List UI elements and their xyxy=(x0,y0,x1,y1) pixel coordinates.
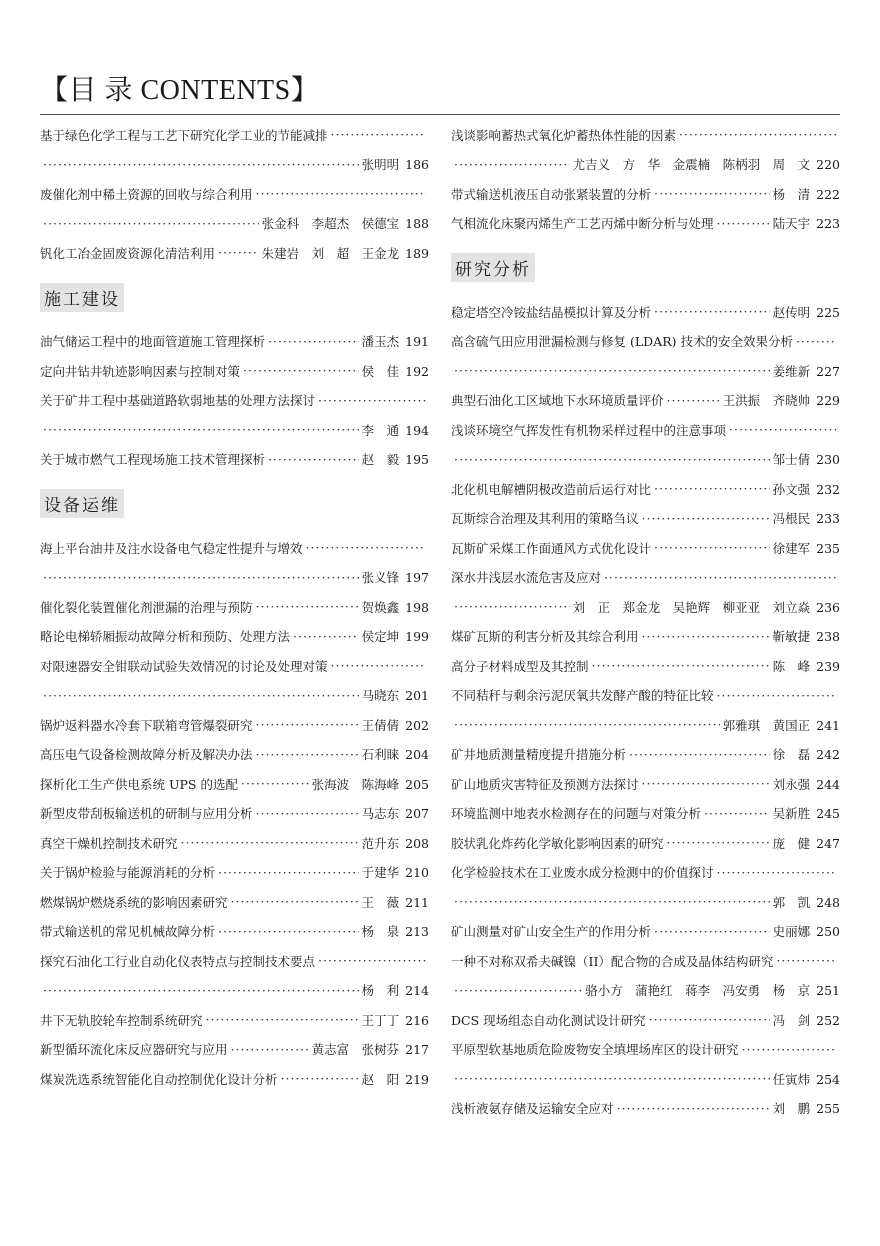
toc-entry-title: 一种不对称双希夫碱镍（II）配合物的合成及晶体结构研究 xyxy=(451,953,774,969)
toc-entry-title: 废催化剂中稀土资源的回收与综合利用 xyxy=(40,186,253,202)
toc-entry-author-page: 马志东 207 xyxy=(361,806,429,822)
toc-entry-author-page: 范升东 208 xyxy=(361,835,429,851)
leader-dots xyxy=(43,157,359,172)
toc-entry-author-page: 张金科 李超杰 侯德宝 188 xyxy=(261,216,429,232)
toc-entry-title: 矿山测量对矿山安全生产的作用分析 xyxy=(451,924,652,940)
toc-entry-line[interactable] xyxy=(451,769,840,799)
leader-dots xyxy=(268,334,359,349)
toc-entry-title: 基于绿色化学工程与工艺下研究化学工业的节能减排 xyxy=(40,127,328,143)
toc-entry-title: 钒化工冶金固废资源化清洁利用 xyxy=(40,245,216,261)
toc-entry-author-page: 黄志富 张树芬 217 xyxy=(311,1042,429,1058)
toc-entry-title: DCS 现场组态自动化测试设计研究 xyxy=(451,1012,646,1028)
toc-entry-author-page: 徐建军 235 xyxy=(772,540,840,556)
toc-entry-line[interactable] xyxy=(40,386,429,416)
toc-entry-line[interactable] xyxy=(451,858,840,888)
toc-entry-title: 探究石油化工行业自动化仪表特点与控制技术要点 xyxy=(40,953,316,969)
toc-entry-title: 锅炉返料器水冷套下联箱弯管爆裂研究 xyxy=(40,717,253,733)
toc-entry-author-page: 姜维新 227 xyxy=(772,363,840,379)
toc-entry-author-page: 刘 鹏 255 xyxy=(772,1101,840,1117)
leader-dots xyxy=(617,1101,770,1116)
toc-entry-line[interactable] xyxy=(40,563,429,593)
toc-column-right xyxy=(451,120,840,1123)
toc-column-left xyxy=(40,120,429,1094)
leader-dots xyxy=(592,658,770,673)
toc-entry-line[interactable] xyxy=(451,976,840,1006)
toc-entry-title: 关于矿井工程中基础道路软弱地基的处理方法探讨 xyxy=(40,393,316,409)
leader-dots xyxy=(454,894,770,909)
leader-dots xyxy=(667,393,720,408)
leader-dots xyxy=(717,865,837,880)
toc-entry-line[interactable] xyxy=(451,651,840,681)
toc-entry-title: 北化机电解槽阴极改造前后运行对比 xyxy=(451,481,652,497)
leader-dots xyxy=(454,452,770,467)
toc-entry-author-page: 赵传明 225 xyxy=(772,304,840,320)
toc-entry-line[interactable] xyxy=(451,917,840,947)
leader-dots xyxy=(654,481,770,496)
toc-entry-line[interactable] xyxy=(451,1035,840,1065)
leader-dots xyxy=(654,186,770,201)
toc-entry-author-page: 王丁丁 216 xyxy=(361,1012,429,1028)
toc-entry-title: 不同秸秆与剩余污泥厌氧共发酵产酸的特征比较 xyxy=(451,688,714,704)
toc-entry-author-page: 郭雅琪 黄国正 241 xyxy=(722,717,840,733)
toc-entry-line[interactable] xyxy=(451,474,840,504)
leader-dots xyxy=(331,658,426,673)
toc-entry-line[interactable] xyxy=(40,209,429,239)
section-title: 施工建设 xyxy=(40,283,124,312)
toc-entry-author-page: 刘永强 244 xyxy=(772,776,840,792)
leader-dots xyxy=(629,747,770,762)
toc-entry-line[interactable] xyxy=(40,710,429,740)
toc-entry-title: 化学检验技术在工业废水成分检测中的价值探讨 xyxy=(451,865,714,881)
toc-entry-author-page: 杨 清 222 xyxy=(772,186,840,202)
toc-entry-author-page: 张义锋 197 xyxy=(361,570,429,586)
leader-dots xyxy=(43,216,259,231)
toc-entry-author-page: 孙文强 232 xyxy=(772,481,840,497)
toc-entry-line[interactable] xyxy=(40,740,429,770)
toc-entry-title: 新型循环流化床反应器研究与应用 xyxy=(40,1042,228,1058)
leader-dots xyxy=(306,540,426,555)
toc-entry-line[interactable] xyxy=(40,828,429,858)
section-heading xyxy=(40,268,429,327)
toc-entry-line[interactable] xyxy=(40,622,429,652)
leader-dots xyxy=(454,983,582,998)
leader-dots xyxy=(293,629,359,644)
toc-entry-line[interactable] xyxy=(40,681,429,711)
leader-dots xyxy=(667,835,770,850)
toc-entry-author-page: 刘 正 郑金龙 吴艳辉 柳亚亚 刘立焱 236 xyxy=(572,599,840,615)
toc-entry-title: 新型皮带刮板输送机的研制与应用分析 xyxy=(40,806,253,822)
toc-entry-line[interactable] xyxy=(451,710,840,740)
leader-dots xyxy=(729,422,837,437)
leader-dots xyxy=(256,599,359,614)
toc-entry-line[interactable] xyxy=(451,799,840,829)
toc-entry-line[interactable] xyxy=(451,356,840,386)
leader-dots xyxy=(218,924,359,939)
toc-entry-line[interactable] xyxy=(451,946,840,976)
toc-entry-author-page: 骆小方 蒲艳红 蒋李 冯安勇 杨 京 251 xyxy=(585,983,840,999)
toc-entry-title: 平原型软基地质危险废物安全填埋场库区的设计研究 xyxy=(451,1042,739,1058)
toc-entry-title: 海上平台油井及注水设备电气稳定性提升与增效 xyxy=(40,540,303,556)
toc-entry-author-page: 于建华 210 xyxy=(361,865,429,881)
leader-dots xyxy=(281,1071,359,1086)
leader-dots xyxy=(268,452,359,467)
toc-entry-title: 高分子材料成型及其控制 xyxy=(451,658,589,674)
toc-entry-title: 定向井钻井轨迹影响因素与控制对策 xyxy=(40,363,241,379)
toc-entry-title: 矿井地质测量精度提升措施分析 xyxy=(451,747,627,763)
toc-entry-line[interactable] xyxy=(451,740,840,770)
toc-entry-title: 深水井浅层水流危害及应对 xyxy=(451,570,602,586)
toc-entry-author-page: 王倩倩 202 xyxy=(361,717,429,733)
toc-entry-line[interactable] xyxy=(40,179,429,209)
section-heading xyxy=(451,238,840,297)
leader-dots xyxy=(256,717,359,732)
leader-dots xyxy=(717,688,837,703)
toc-entry-title: 略论电梯轿厢振动故障分析和预防、处理方法 xyxy=(40,629,291,645)
leader-dots xyxy=(454,1071,770,1086)
leader-dots xyxy=(776,953,837,968)
toc-entry-author-page: 侯定坤 199 xyxy=(361,629,429,645)
toc-entry-line[interactable] xyxy=(451,209,840,239)
toc-entry-line[interactable] xyxy=(451,592,840,622)
toc-entry-author-page: 邹士倩 230 xyxy=(772,452,840,468)
toc-entry-author-page: 石利睐 204 xyxy=(361,747,429,763)
leader-dots xyxy=(454,363,770,378)
toc-entry-line[interactable] xyxy=(451,563,840,593)
toc-entry-author-page: 赵 毅 195 xyxy=(361,452,429,468)
leader-dots xyxy=(604,570,837,585)
leader-dots xyxy=(717,216,770,231)
leader-dots xyxy=(642,776,770,791)
leader-dots xyxy=(241,776,309,791)
toc-entry-line[interactable] xyxy=(451,828,840,858)
leader-dots xyxy=(642,511,770,526)
toc-entry-author-page: 马晓东 201 xyxy=(361,688,429,704)
toc-entry-author-page: 靳敏捷 238 xyxy=(772,629,840,645)
toc-entry-title: 矿山地质灾害特征及预测方法探讨 xyxy=(451,776,639,792)
toc-entry-line[interactable] xyxy=(40,415,429,445)
leader-dots xyxy=(231,894,359,909)
toc-entry-line[interactable] xyxy=(451,1005,840,1035)
leader-dots xyxy=(654,540,770,555)
toc-entry-line[interactable] xyxy=(40,445,429,475)
toc-entry-author-page: 赵 阳 219 xyxy=(361,1071,429,1087)
toc-entry-author-page: 冯根民 233 xyxy=(772,511,840,527)
toc-entry-author-page: 史丽娜 250 xyxy=(772,924,840,940)
toc-entry-author-page: 李 通 194 xyxy=(361,422,429,438)
toc-entry-line[interactable] xyxy=(40,1035,429,1065)
toc-entry-line[interactable] xyxy=(451,150,840,180)
toc-entry-line[interactable] xyxy=(40,651,429,681)
toc-entry-author-page: 王洪振 齐晓帅 229 xyxy=(722,393,840,409)
toc-entry-author-page: 杨 利 214 xyxy=(361,983,429,999)
toc-entry-title: 稳定塔空冷铵盐结晶模拟计算及分析 xyxy=(451,304,652,320)
leader-dots xyxy=(318,953,426,968)
toc-entry-line[interactable] xyxy=(40,976,429,1006)
toc-entry-title: 催化裂化装置催化剂泄漏的治理与预防 xyxy=(40,599,253,615)
leader-dots xyxy=(206,1012,359,1027)
toc-entry-author-page: 王 薇 211 xyxy=(361,894,429,910)
toc-entry-line[interactable] xyxy=(451,415,840,445)
leader-dots xyxy=(43,422,359,437)
toc-entry-author-page: 侯 佳 192 xyxy=(361,363,429,379)
leader-dots xyxy=(43,688,359,703)
leader-dots xyxy=(654,304,770,319)
leader-dots xyxy=(256,186,426,201)
toc-entry-title: 关于锅炉检验与能源消耗的分析 xyxy=(40,865,216,881)
toc-entry-title: 浅谈影响蓄热式氧化炉蓄热体性能的因素 xyxy=(451,127,677,143)
toc-entry-title: 燃煤锅炉燃烧系统的影响因素研究 xyxy=(40,894,228,910)
toc-entry-title: 高含硫气田应用泄漏检测与修复 (LDAR) 技术的安全效果分析 xyxy=(451,334,793,350)
toc-entry-author-page: 郭 凯 248 xyxy=(772,894,840,910)
toc-entry-author-page: 徐 磊 242 xyxy=(772,747,840,763)
toc-entry-title: 煤矿瓦斯的利害分析及其综合利用 xyxy=(451,629,639,645)
leader-dots xyxy=(181,835,359,850)
toc-entry-author-page: 潘玉杰 191 xyxy=(361,334,429,350)
toc-entry-author-page: 任寅炜 254 xyxy=(772,1071,840,1087)
toc-entry-line[interactable] xyxy=(40,327,429,357)
leader-dots xyxy=(218,245,259,260)
leader-dots xyxy=(654,924,770,939)
leader-dots xyxy=(454,157,570,172)
leader-dots xyxy=(218,865,359,880)
leader-dots xyxy=(243,363,359,378)
leader-dots xyxy=(454,599,570,614)
leader-dots xyxy=(649,1012,770,1027)
toc-entry-title: 瓦斯矿采煤工作面通风方式优化设计 xyxy=(451,540,652,556)
leader-dots xyxy=(331,127,426,142)
toc-entry-line[interactable] xyxy=(40,1005,429,1035)
leader-dots xyxy=(742,1042,837,1057)
toc-entry-title: 对限速器安全钳联动试验失效情况的讨论及处理对策 xyxy=(40,658,328,674)
toc-entry-line[interactable] xyxy=(451,504,840,534)
toc-entry-author-page: 陆天宇 223 xyxy=(772,216,840,232)
toc-entry-title: 真空干燥机控制技术研究 xyxy=(40,835,178,851)
contents-title: 【目 录 CONTENTS】 xyxy=(40,75,320,106)
toc-entry-line[interactable] xyxy=(451,179,840,209)
leader-dots xyxy=(796,334,837,349)
section-title: 研究分析 xyxy=(451,253,535,282)
leader-dots xyxy=(642,629,770,644)
leader-dots xyxy=(679,127,837,142)
leader-dots xyxy=(256,806,359,821)
toc-entry-title: 关于城市燃气工程现场施工技术管理探析 xyxy=(40,452,266,468)
contents-header xyxy=(40,66,840,115)
toc-entry-line[interactable] xyxy=(451,386,840,416)
toc-entry-title: 气相流化床聚丙烯生产工艺丙烯中断分析与处理 xyxy=(451,216,714,232)
toc-entry-title: 高压电气设备检测故障分析及解决办法 xyxy=(40,747,253,763)
toc-entry-title: 井下无轨胶轮车控制系统研究 xyxy=(40,1012,203,1028)
section-heading xyxy=(40,474,429,533)
leader-dots xyxy=(43,983,359,998)
toc-entry-line[interactable] xyxy=(40,799,429,829)
toc-entry-line[interactable] xyxy=(40,769,429,799)
leader-dots xyxy=(454,717,720,732)
leader-dots xyxy=(318,393,426,408)
toc-entry-title: 探析化工生产供电系统 UPS 的选配 xyxy=(40,776,238,792)
toc-entry-author-page: 杨 泉 213 xyxy=(361,924,429,940)
toc-entry-title: 带式输送机液压自动张紧装置的分析 xyxy=(451,186,652,202)
section-title: 设备运维 xyxy=(40,489,124,518)
toc-entry-line[interactable] xyxy=(451,120,840,150)
toc-entry-author-page: 陈 峰 239 xyxy=(772,658,840,674)
toc-entry-line[interactable] xyxy=(40,150,429,180)
toc-entry-title: 油气储运工程中的地面管道施工管理探析 xyxy=(40,334,266,350)
toc-entry-title: 典型石油化工区域地下水环境质量评价 xyxy=(451,393,664,409)
toc-entry-title: 带式输送机的常见机械故障分析 xyxy=(40,924,216,940)
toc-entry-title: 瓦斯综合治理及其利用的策略刍议 xyxy=(451,511,639,527)
toc-entry-author-page: 张海波 陈海峰 205 xyxy=(311,776,429,792)
toc-entry-line[interactable] xyxy=(40,592,429,622)
toc-entry-line[interactable] xyxy=(40,238,429,268)
toc-entry-author-page: 尤吉义 方 华 金震楠 陈柄羽 周 文 220 xyxy=(572,157,840,173)
toc-entry-line[interactable] xyxy=(451,887,840,917)
toc-entry-line[interactable] xyxy=(40,946,429,976)
toc-entry-title: 环境监测中地表水检测存在的问题与对策分析 xyxy=(451,806,702,822)
toc-entry-line[interactable] xyxy=(451,445,840,475)
leader-dots xyxy=(256,747,359,762)
toc-entry-author-page: 冯 剑 252 xyxy=(772,1012,840,1028)
toc-entry-title: 浅谈环境空气挥发性有机物采样过程中的注意事项 xyxy=(451,422,727,438)
toc-entry-line[interactable] xyxy=(451,327,840,357)
toc-entry-line[interactable] xyxy=(40,120,429,150)
toc-entry-line[interactable] xyxy=(40,917,429,947)
toc-entry-line[interactable] xyxy=(451,297,840,327)
leader-dots xyxy=(231,1042,309,1057)
toc-entry-author-page: 张明明 186 xyxy=(361,157,429,173)
leader-dots xyxy=(704,806,770,821)
toc-entry-line[interactable] xyxy=(40,356,429,386)
toc-entry-title: 浅析液氨存储及运输安全应对 xyxy=(451,1101,614,1117)
toc-entry-line[interactable] xyxy=(40,1064,429,1094)
toc-entry-author-page: 朱建岩 刘 超 王金龙 189 xyxy=(261,245,429,261)
toc-entry-line[interactable] xyxy=(40,533,429,563)
toc-entry-line[interactable] xyxy=(451,681,840,711)
toc-entry-line[interactable] xyxy=(40,887,429,917)
toc-entry-author-page: 庞 健 247 xyxy=(772,835,840,851)
toc-entry-title: 煤炭洗选系统智能化自动控制优化设计分析 xyxy=(40,1071,278,1087)
toc-entry-author-page: 吴新胜 245 xyxy=(772,806,840,822)
toc-entry-line[interactable] xyxy=(451,1094,840,1124)
toc-entry-line[interactable] xyxy=(451,622,840,652)
toc-entry-author-page: 贺焕鑫 198 xyxy=(361,599,429,615)
toc-entry-line[interactable] xyxy=(451,1064,840,1094)
toc-entry-line[interactable] xyxy=(451,533,840,563)
toc-entry-line[interactable] xyxy=(40,858,429,888)
leader-dots xyxy=(43,570,359,585)
toc-entry-title: 胶状乳化炸药化学敏化影响因素的研究 xyxy=(451,835,664,851)
